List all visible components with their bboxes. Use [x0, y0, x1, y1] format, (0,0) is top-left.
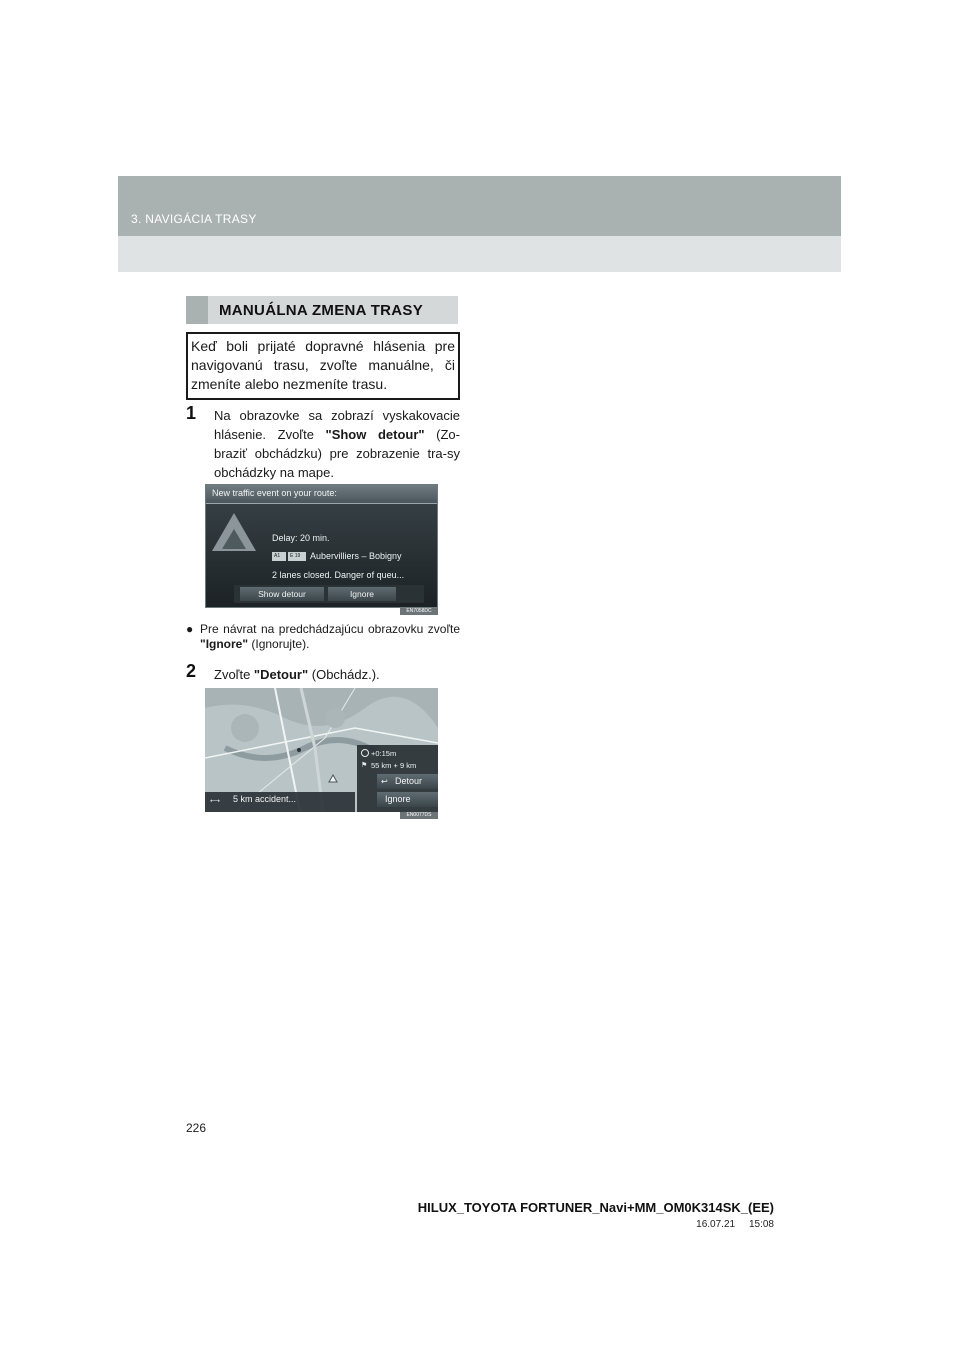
- step2-text-after: (Obchádz.).: [308, 667, 380, 682]
- page-number: 226: [186, 1121, 207, 1135]
- footer-document-id: HILUX_TOYOTA FORTUNER_Navi+MM_OM0K314SK_(EE): [417, 1200, 774, 1215]
- ignore-button[interactable]: Ignore: [328, 587, 396, 601]
- clock-icon: [361, 749, 369, 757]
- road-label-1: A1: [274, 553, 281, 559]
- bullet-bold: "Ignore": [200, 637, 249, 651]
- step-number-1: 1: [186, 403, 197, 423]
- bullet-text-before: Pre návrat na predchádzajúcu obrazovku zvoľte: [200, 622, 460, 636]
- popup-place: Aubervilliers – Bobigny: [310, 551, 402, 561]
- step1-text-after: (Zo-braziť obchádzku) pre zobrazenie tra-sy obchádzky na mape.: [214, 427, 460, 480]
- detour-label: Detour: [395, 776, 423, 786]
- bullet-text: [200, 622, 460, 652]
- step2-bold: "Detour": [253, 667, 309, 682]
- route-distance: 55 km + 9 km: [371, 761, 417, 770]
- footer-date: 16.07.21 15:08: [696, 1219, 774, 1230]
- screenshot-code-2: EN0077DS: [400, 812, 438, 819]
- chapter-title: 3. NAVIGÁCIA TRASY: [131, 212, 257, 226]
- section-title-marker: [186, 296, 208, 324]
- warning-triangle-inner-icon: [222, 529, 246, 549]
- step1-text-before: Na obrazovke sa zobrazí vyskakovacie hlásenie. Zvoľte: [214, 408, 460, 442]
- road-label-2: E 19: [290, 553, 301, 559]
- popup-title: New traffic event on your route:: [212, 488, 337, 498]
- scale-accident-text: 5 km accident...: [233, 794, 297, 804]
- step1-bold: "Show detour": [325, 427, 425, 442]
- show-detour-button[interactable]: Show detour: [240, 587, 324, 601]
- delay-time: +0:15m: [371, 749, 397, 758]
- screenshot-code-1: EN7058DC: [400, 608, 438, 615]
- detour-arrow-icon: ↩: [381, 777, 388, 786]
- section-title: MANUÁLNA ZMENA TRASY: [219, 302, 424, 319]
- popup-delay: Delay: 20 min.: [272, 533, 330, 543]
- intro-text: Keď boli prijaté dopravné hlásenia pre navigovanú trasu, zvoľte manuálne, či zmeníte alebo nezmeníte trasu.: [191, 338, 455, 392]
- bullet-icon: ●: [186, 622, 194, 636]
- step-text-1: [214, 406, 460, 482]
- traffic-popup-screenshot: [205, 484, 438, 608]
- header-band: [118, 176, 841, 236]
- bullet-text-after: (Ignorujte).: [248, 637, 310, 651]
- flag-icon: ⚑: [361, 762, 368, 769]
- scale-icon: ⟷: [210, 798, 221, 805]
- header-subband: [118, 236, 841, 272]
- step-number-2: 2: [186, 661, 197, 681]
- ignore-label: Ignore: [385, 794, 411, 804]
- popup-lanes: 2 lanes closed. Danger of queu...: [272, 570, 405, 580]
- step2-text-before: Zvoľte: [214, 667, 254, 682]
- step-text-2: [214, 665, 454, 684]
- map-detour-screenshot: [205, 688, 438, 812]
